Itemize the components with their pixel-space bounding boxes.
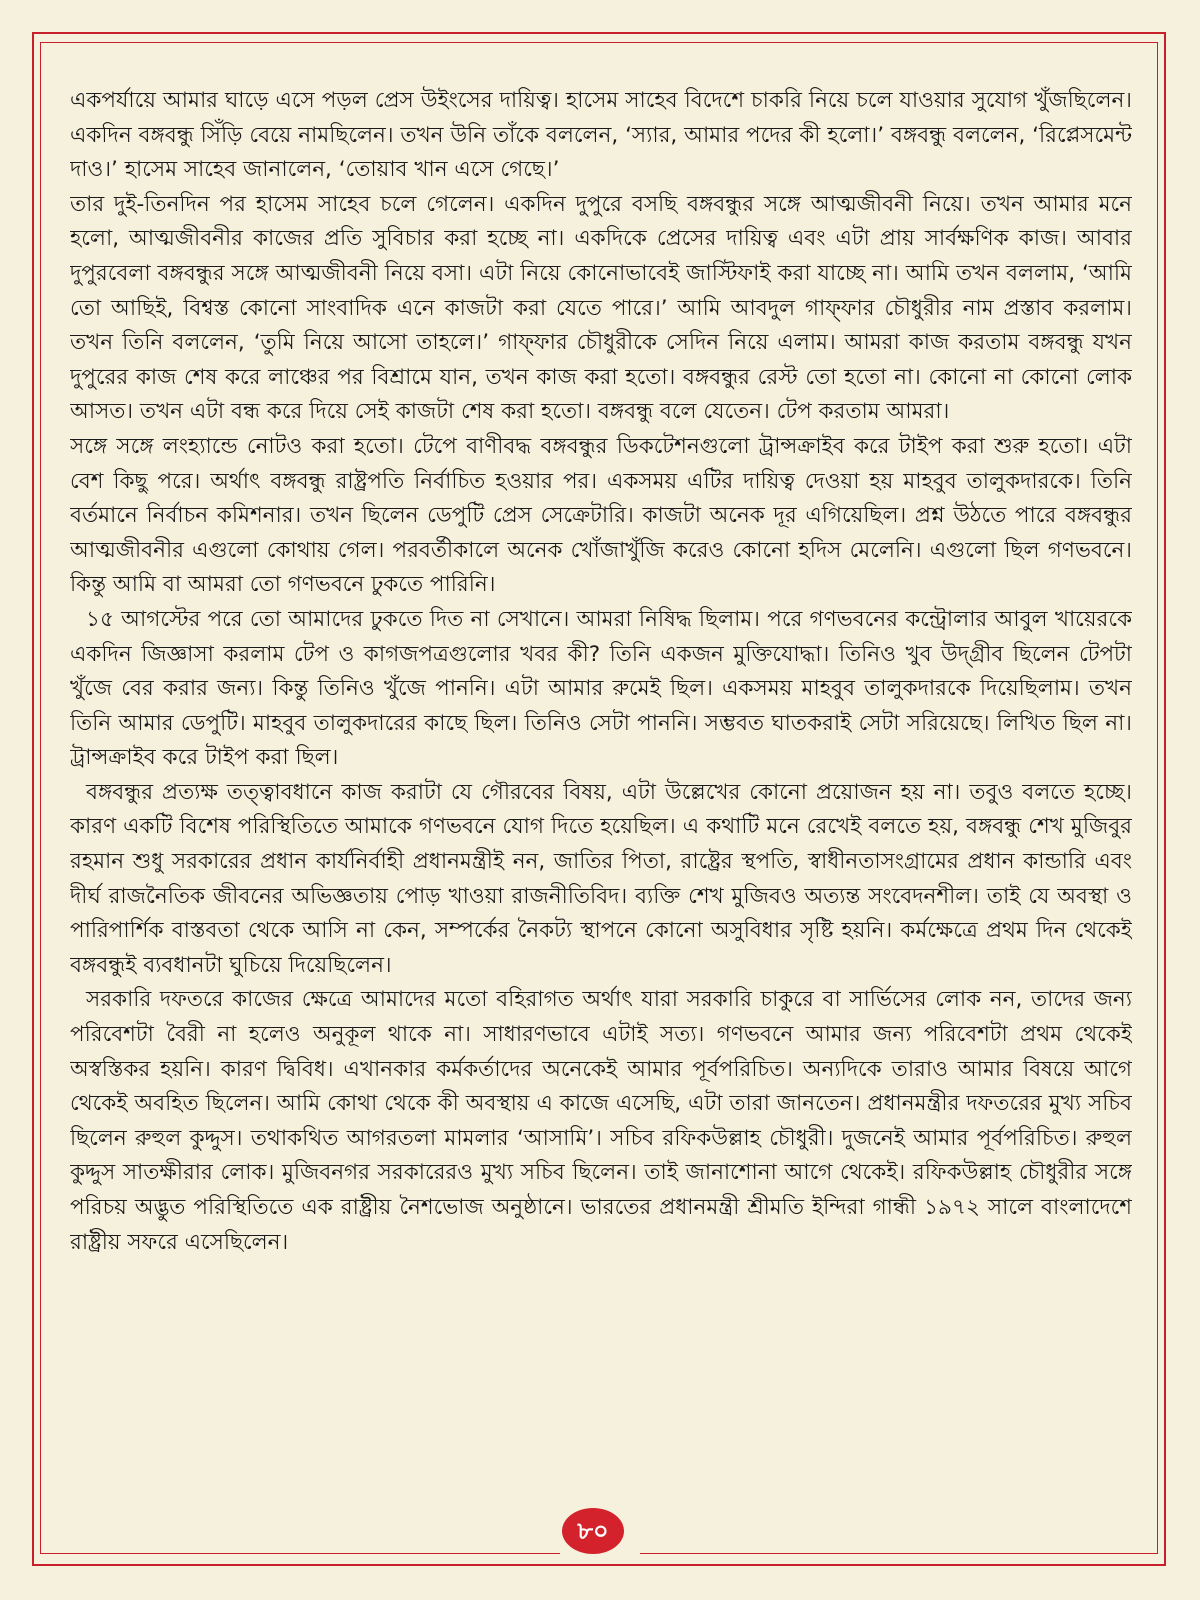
- paragraph-3: সঙ্গে সঙ্গে লংহ্যান্ডে নোটও করা হতো। টেপে বাণীবদ্ধ বঙ্গবন্ধুর ডিকটেশনগুলো ট্রান্সক্রাইব করে টাইপ করা শুরু হতো। এটা বেশ কিছু পরে। অর্থাৎ বঙ্গবন্ধু রাষ্ট্রপতি নির্বাচিত হওয়ার পর। একসময় এটির দায়িত্ব দেওয়া হয় মাহবুব তালুকদারকে। তিনি বর্তমানে নির্বাচন কমিশনার। তখন ছিলেন ডেপুটি প্রেস সেক্রেটারি। কাজটা অনেক দূর এগিয়েছিল। প্রশ্ন উঠতে পারে বঙ্গবন্ধুর আত্মজীবনীর এগুলো কোথায় গেল। পরবর্তীকালে অনেক খোঁজাখুঁজি করেও কোনো হদিস মেলেনি। এগুলো ছিল গণভবনে। কিন্তু আমি বা আমরা তো গণভবনে ঢুকতে পারিনি।: [70, 433, 1132, 598]
- page-number: ৮০: [562, 1508, 624, 1554]
- paragraph-6: সরকারি দফতরে কাজের ক্ষেত্রে আমাদের মতো বহিরাগত অর্থাৎ যারা সরকারি চাকুরে বা সার্ভিসের লোক নন, তাদের জন্য পরিবেশটা বৈরী না হলেও অনুকূল থাকে না। সাধারণভাবে এটাই সত্য। গণভবনে আমার জন্য পরিবেশটা প্রথম থেকেই অস্বস্তিকর হয়নি। কারণ দ্বিবিধ। এখানকার কর্মকর্তাদের অনেকেই আমার পূর্বপরিচিত। অন্যদিকে তারাও আমার বিষয়ে আগে থেকেই অবহিত ছিলেন। আমি কোথা থেকে কী অবস্থায় এ কাজে এসেছি, এটা তারা জানতেন। প্রধানমন্ত্রীর দফতরের মুখ্য সচিব ছিলেন রুহুল কুদ্দুস। তথাকথিত আগরতলা মামলার ‘আসামি’। সচিব রফিকউল্লাহ চৌধুরী। দুজনেই আমার পূর্বপরিচিত। রুহুল কুদ্দুস সাতক্ষীরার লোক। মুজিবনগর সরকারেরও মুখ্য সচিব ছিলেন। তাই জানাশোনা আগে থেকেই। রফিকউল্লাহ চৌধুরীর সঙ্গে পরিচয় অদ্ভুত পরিস্থিতিতে এক রাষ্ট্রীয় নৈশভোজ অনুষ্ঠানে। ভারতের প্রধানমন্ত্রী শ্রীমতি ইন্দিরা গান্ধী ১৯৭২ সালে বাংলাদেশে রাষ্ট্রীয় সফরে এসেছিলেন।: [70, 987, 1132, 1255]
- paragraph-4: ১৫ আগস্টের পরে তো আমাদের ঢুকতে দিত না সেখানে। আমরা নিষিদ্ধ ছিলাম। পরে গণভবনের কন্ট্রোলার আবুল খায়েরকে একদিন জিজ্ঞাসা করলাম টেপ ও কাগজপত্রগুলোর খবর কী? তিনি একজন মুক্তিযোদ্ধা। তিনিও খুব উদ্‌গ্রীব ছিলেন টেপটা খুঁজে বের করার জন্য। কিন্তু তিনিও খুঁজে পাননি। এটা আমার রুমেই ছিল। একসময় মাহবুব তালুকদারকে দিয়েছিলাম। তখন তিনি আমার ডেপুটি। মাহবুব তালুকদারের কাছে ছিল। তিনিও সেটা পাননি। সম্ভবত ঘাতকরাই সেটা সরিয়েছে। লিখিত ছিল না। ট্রান্সক্রাইব করে টাইপ করা ছিল।: [70, 606, 1132, 771]
- paragraph-1: একপর্যায়ে আমার ঘাড়ে এসে পড়ল প্রেস উইংসের দায়িত্ব। হাসেম সাহেব বিদেশে চাকরি নিয়ে চলে যাওয়ার সুযোগ খুঁজছিলেন। একদিন বঙ্গবন্ধু সিঁড়ি বেয়ে নামছিলেন। তখন উনি তাঁকে বললেন, ‘স্যার, আমার পদের কী হলো।’ বঙ্গবন্ধু বললেন, ‘রিপ্লেসমেন্ট দাও।’ হাসেম সাহেব জানালেন, ‘তোয়াব খান এসে গেছে।’: [70, 88, 1132, 183]
- paragraph-5: বঙ্গবন্ধুর প্রত্যক্ষ তত্ত্বাবধানে কাজ করাটা যে গৌরবের বিষয়, এটা উল্লেখের কোনো প্রয়োজন হয় না। তবুও বলতে হচ্ছে। কারণ একটি বিশেষ পরিস্থিতিতে আমাকে গণভবনে যোগ দিতে হয়েছিল। এ কথাটি মনে রেখেই বলতে হয়, বঙ্গবন্ধু শেখ মুজিবুর রহমান শুধু সরকারের প্রধান কার্যনির্বাহী প্রধানমন্ত্রীই নন, জাতির পিতা, রাষ্ট্রের স্থপতি, স্বাধীনতাসংগ্রামের প্রধান কান্ডারি এবং দীর্ঘ রাজনৈতিক জীবনের অভিজ্ঞতায় পোড় খাওয়া রাজনীতিবিদ। ব্যক্তি শেখ মুজিবও অত্যন্ত সংবেদনশীল। তাই যে অবস্থা ও পারিপার্শিক বাস্তবতা থেকে আসি না কেন, সম্পর্কের নৈকট্য স্থাপনে কোনো অসুবিধার সৃষ্টি হয়নি। কর্মক্ষেত্রে প্রথম দিন থেকেই বঙ্গবন্ধুই ব্যবধানটা ঘুচিয়ে দিয়েছিলেন।: [70, 779, 1132, 978]
- paragraph-2: তার দুই-তিনদিন পর হাসেম সাহেব চলে গেলেন। একদিন দুপুরে বসছি বঙ্গবন্ধুর সঙ্গে আত্মজীবনী নিয়ে। তখন আমার মনে হলো, আত্মজীবনীর কাজের প্রতি সুবিচার করা হচ্ছে না। একদিকে প্রেসের দায়িত্ব এবং এটা প্রায় সার্বক্ষণিক কাজ। আবার দুপুরবেলা বঙ্গবন্ধুর সঙ্গে আত্মজীবনী নিয়ে বসা। এটা নিয়ে কোনোভাবেই জাস্টিফাই করা যাচ্ছে না। আমি তখন বললাম, ‘আমি তো আছিই, বিশ্বস্ত কোনো সাংবাদিক এনে কাজটা করা যেতে পারে।’ আমি আবদুল গাফ্‌ফার চৌধুরীর নাম প্রস্তাব করলাম। তখন তিনি বললেন, ‘তুমি নিয়ে আসো তাহলে।’ গাফ্‌ফার চৌধুরীকে সেদিন নিয়ে এলাম। আমরা কাজ করতাম বঙ্গবন্ধু যখন দুপুরের কাজ শেষ করে লাঞ্চের পর বিশ্রামে যান, তখন কাজ করা হতো। বঙ্গবন্ধুর রেস্ট তো হতো না। কোনো না কোনো লোক আসত। তখন এটা বন্ধ করে দিয়ে সেই কাজটা শেষ করা হতো। বঙ্গবন্ধু বলে যেতেন। টেপ করতাম আমরা।: [70, 191, 1132, 425]
- body-text: [70, 84, 1132, 1494]
